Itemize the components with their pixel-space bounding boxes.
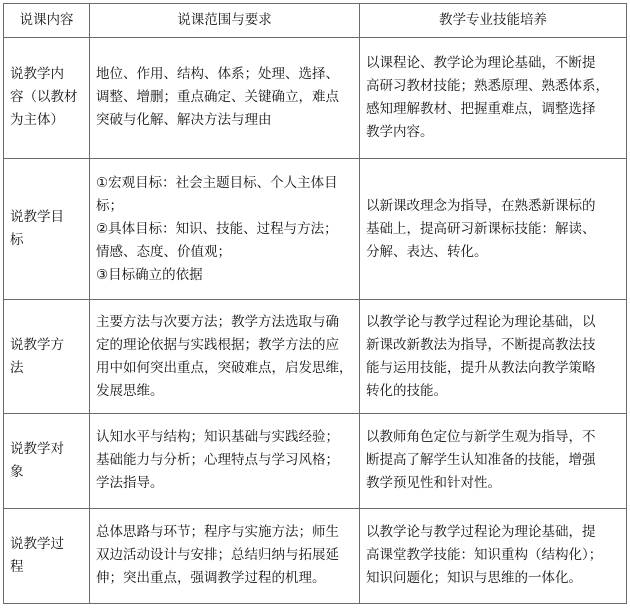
scope-cell	[90, 414, 360, 508]
topic-line: 说教学目	[10, 209, 64, 226]
scope-line: 伸；突出重点，强调教学过程的机理。	[96, 570, 326, 587]
topic-line: 程	[10, 558, 24, 575]
skills-line: 能与运用技能，提升从教法向教学策略	[366, 359, 596, 376]
topic-line: 说教学过	[10, 535, 64, 552]
scope-line: 主要方法与次要方法；教学方法选取与确	[96, 313, 339, 330]
skills-cell	[360, 508, 627, 603]
scope-line: 总体思路与环节；程序与实施方法；师生	[96, 524, 339, 541]
topic-cell	[4, 300, 90, 414]
scope-line: 突破与化解、解决方法与理由	[96, 112, 272, 129]
scope-line: ①宏观目标：社会主题目标、个人主体目	[96, 174, 338, 191]
skills-line: 感知理解教材、把握重难点，调整选择	[366, 100, 596, 117]
topic-cell	[4, 37, 90, 158]
table-row	[4, 37, 627, 158]
scope-line: 学法指导。	[96, 475, 164, 492]
skills-line: 基础上，提高研习新课标技能：解读、	[366, 220, 596, 237]
topic-cell	[4, 158, 90, 300]
scope-cell	[90, 300, 360, 414]
skills-line: 教学内容。	[366, 123, 434, 140]
skills-line: 分解、表达、转化。	[366, 243, 488, 260]
skills-line: 转化的技能。	[366, 382, 447, 399]
topic-line: 容（以教材	[10, 89, 78, 106]
skills-line: 以新课改理念为指导，在熟悉新课标的	[366, 197, 596, 214]
table-row	[4, 300, 627, 414]
scope-line: 用中如何突出重点，突破难点，启发思维，	[96, 359, 353, 376]
skills-line: 以教学论与教学过程论为理论基础，提	[366, 524, 596, 541]
scope-line: 地位、作用、结构、体系；处理、选择、	[96, 66, 339, 83]
skills-cell	[360, 37, 627, 158]
scope-line: 调整、增删；重点确定、关键确立，难点	[96, 89, 339, 106]
topic-line: 为主体）	[10, 112, 64, 129]
topic-line: 说教学内	[10, 66, 64, 83]
scope-cell	[90, 158, 360, 300]
skills-cell	[360, 158, 627, 300]
skills-line: 新课改新教法为指导，不断提高教法技	[366, 336, 596, 353]
scope-line: ②具体目标：知识、技能、过程与方法；	[96, 220, 338, 237]
skills-line: 断提高了解学生认知准备的技能，增强	[366, 452, 596, 469]
topic-cell	[4, 508, 90, 603]
topic-line: 标	[10, 232, 24, 249]
skills-line: 以课程论、教学论为理论基础，不断提	[366, 54, 596, 71]
scope-line: 基础能力与分析；心理特点与学习风格；	[96, 452, 339, 469]
header-topic: 说课内容	[4, 4, 90, 38]
skills-line: 教学预见性和针对性。	[366, 475, 501, 492]
scope-line: 定的理论依据与实践根据；教学方法的应	[96, 336, 339, 353]
skills-cell	[360, 300, 627, 414]
scope-cell	[90, 37, 360, 158]
scope-line: 认知水平与结构；知识基础与实践经验；	[96, 429, 339, 446]
topic-line: 法	[10, 359, 24, 376]
skills-line: 高研习教材技能；熟悉原理、熟悉体系，	[366, 77, 609, 94]
table-row	[4, 508, 627, 603]
scope-line: 双边活动设计与安排；总结归纳与拓展延	[96, 547, 339, 564]
header-skills: 教学专业技能培养	[360, 4, 627, 38]
header-row	[4, 4, 627, 38]
scope-line: 情感、态度、价值观；	[96, 243, 231, 260]
topic-cell	[4, 414, 90, 508]
skills-line: 以教学论与教学过程论为理论基础，以	[366, 313, 596, 330]
skills-cell	[360, 414, 627, 508]
scope-cell	[90, 508, 360, 603]
skills-line: 知识问题化；知识与思维的一体化。	[366, 570, 582, 587]
topic-line: 象	[10, 463, 24, 480]
table-row	[4, 158, 627, 300]
topic-line: 说教学对	[10, 440, 64, 457]
scope-line: ③目标确立的依据	[96, 266, 203, 283]
skills-line: 以教师角色定位与新学生观为指导，不	[366, 429, 596, 446]
scope-line: 发展思维。	[96, 382, 164, 399]
header-scope: 说课范围与要求	[90, 4, 360, 38]
lesson-plan-table	[3, 3, 627, 604]
table-row	[4, 414, 627, 508]
skills-line: 高课堂教学技能：知识重构（结构化）；	[366, 547, 603, 564]
topic-line: 说教学方	[10, 336, 64, 353]
scope-line: 标；	[96, 197, 123, 214]
